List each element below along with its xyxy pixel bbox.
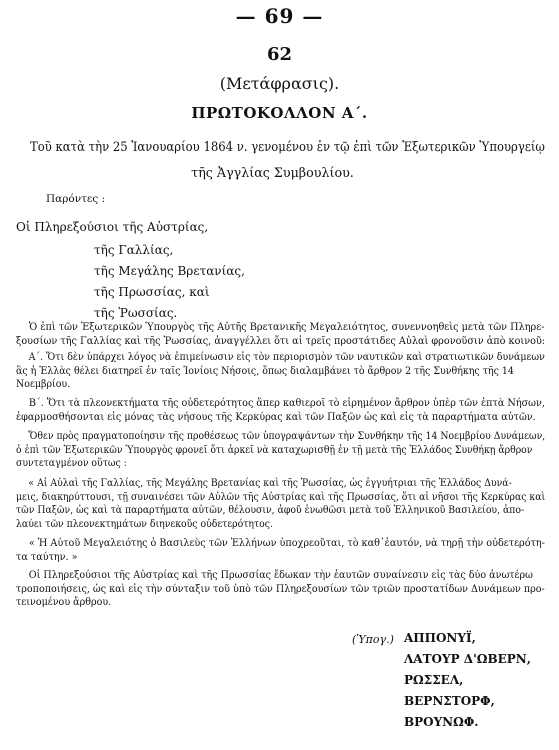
present-label: Παρόντες : [46,193,106,205]
paragraph: Οἱ Πληρεξούσιοι τῆς Αὐστρίας καὶ τῆς Πρωσσίας ἔδωκαν τὴν ἑαυτῶν συναίνεσιν εἰς τὰς δύο ἀνωτέρω τροποποιήσεις, ὡς καὶ εἰς τὴν σύνταξιν τοῦ ὑπὸ τῶν Πληρεξουσίων τῶν τριῶν προστατίδων Δυνάμεων προ- τεινομένου ἄρθρου. [16,569,545,608]
paragraph: « Ἡ Αὐτοῦ Μεγαλειότης ὁ Βασιλεὺς τῶν Ἑλλήνων ὑποχρεοῦται, τὸ καθ᾽ἑαυτόν, νὰ τηρῇ τὴν οὐδετερότη- τα ταύτην. » [16,537,545,563]
page-number: — 69 — [235,4,324,28]
attendee: τῆς Πρωσσίας, καὶ [94,285,210,299]
paragraph: Ὅθεν πρὸς πραγματοποίησιν τῆς προθέσεως τῶν ὑπογραψάντων τὴν Συνθήκην τῆς 14 Νοεμβρίου Δυνάμεων, ὁ ἐπὶ τῶν Ἐξωτερικῶν Ὑπουργὸς φρονεῖ ὅτι ἀρκεῖ νὰ καταχωρισθῇ ἐν τῇ μετὰ τῆς Ἑλλάδος Συνθήκῃ ἄρθρον συντεταγμένον οὕτως : [16,430,546,469]
signatory: ΛΑΤΟΥΡ Δ'ΩΒΕΡΝ, [404,652,531,666]
heading-line: τῆς Ἀγγλίας Συμβουλίου. [191,166,354,181]
paragraph: Ὁ ἐπὶ τῶν Ἐξωτερικῶν Ὑπουργὸς τῆς Αὐτῆς Βρετανικῆς Μεγαλειότητος, συνεννοηθεὶς μετὰ τῶν Πληρε- ξουσίων τῆς Γαλλίας καὶ τῆς Ῥωσσίας, ἀναγγέλλει ὅτι αἱ τρεῖς προστάτιδες Αὐλαὶ φρονοῦσιν ἀπὸ κοινοῦ: [16,321,546,347]
signatory: ΡΩΣΣΕΛ, [404,673,464,687]
signatory: ΒΕΡΝΣΤΟΡΦ, [404,694,495,708]
signatory: ΒΡΟΥΝΩΦ. [404,715,479,729]
attendee: Οἱ Πληρεξούσιοι τῆς Αὐστρίας, [16,220,209,234]
attendee: τῆς Μεγάλης Βρετανίας, [94,264,245,278]
attendee: τῆς Ῥωσσίας. [94,306,178,320]
paragraph: Β΄. Ὅτι τὰ πλεονεκτήματα τῆς οὐδετερότητος ἅπερ καθιεροῖ τὸ εἰρημένον ἄρθρον ὑπὲρ τῶν ἑπτὰ Νήσων, ἐφαρμοσθήσονται εἰς μόνας τὰς νήσους τῆς Κερκύρας καὶ τῶν Παξῶν ὡς καὶ εἰς τὰ παραρτήματα αὐτῶν. [16,397,545,423]
signatory: ΑΠΠΟΝΥΪ, [404,631,476,645]
heading-line: Τοῦ κατὰ τὴν 25 Ἰανουαρίου 1864 ν. γενομένου ἐν τῷ ἐπὶ τῶν Ἐξωτερικῶν Ὑπουργείῳ [30,140,545,155]
protocol-title: ΠΡΩΤΟΚΟΛΛΟΝ Α΄. [191,104,368,122]
translation-label: (Μετάφρασις). [219,74,340,93]
paragraph: « Αἱ Αὐλαὶ τῆς Γαλλίας, τῆς Μεγάλης Βρετανίας καὶ τῆς Ῥωσσίας, ὡς ἐγγυήτριαι τῆς Ἑλλάδος Δυνά- μεις, διακηρύττουσι, τῇ συναινέσει τῶν Αὐλῶν τῆς Αὐστρίας καὶ τῆς Πρωσσίας, ὅτι αἱ νῆσοι τῆς Κερκύρας καὶ τῶν Παξῶν, ὡς καὶ τὰ παραρτήματα αὐτῶν, θέλουσιν, ἀφοῦ ἑνωθῶσι μετὰ τοῦ Ἑλληνικοῦ Βασιλείου, ἀπο- λαύει τῶν πλεονεκτημάτων διηνεκοῦς οὐδετερότητος. [16,477,546,530]
document-number: 62 [266,44,293,65]
signature-intro: (Ὑπογ.) [352,633,394,646]
attendee: τῆς Γαλλίας, [94,243,174,257]
paragraph: Α΄. Ὅτι δὲν ὑπάρχει λόγος νὰ ἐπιμείνωσιν εἰς τὸν περιορισμὸν τῶν ναυτικῶν καὶ στρατιωτικῶν δυνάμεων ἃς ἡ Ἑλλὰς θέλει διατηρεῖ ἐν ταῖς Ἰονίοις Νήσοις, ὅπως διαλαμβάνει τὸ ἄρθρον 2 τῆς Συνθήκης τῆς 14 Νοεμβρίου. [16,351,545,390]
